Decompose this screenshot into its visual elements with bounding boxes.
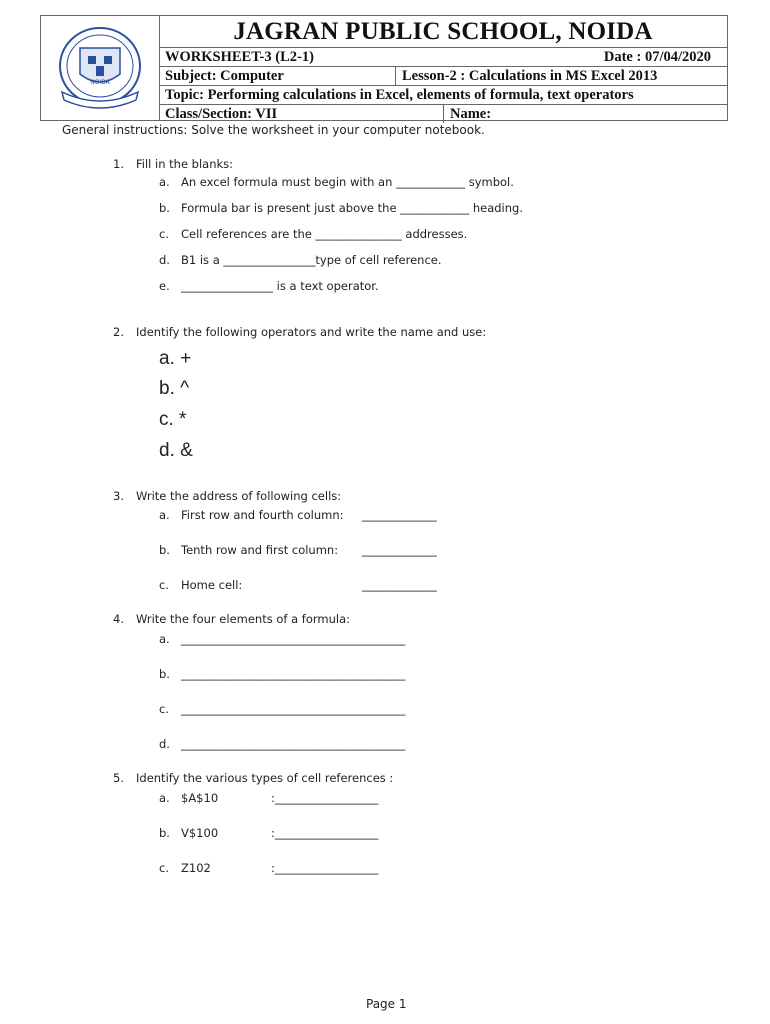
q5-item-text: V$100	[181, 826, 219, 840]
q2-operator-item: a. +	[159, 348, 192, 369]
q3-item-label: b.	[159, 543, 170, 557]
q3-number: 3.	[113, 489, 124, 503]
q4-item-blank: _______________________________________	[181, 667, 406, 681]
q4-number: 4.	[113, 612, 124, 626]
q3-item-text: Tenth row and first column:	[181, 543, 339, 557]
q3-item-text: First row and fourth column:	[181, 508, 344, 522]
worksheet-title: WORKSHEET-3 (L2-1)	[165, 49, 314, 65]
q5-item-blank: :__________________	[271, 861, 379, 875]
q1-item-text: B1 is a ________________type of cell reference.	[181, 253, 442, 267]
q4-item-label: d.	[159, 737, 170, 751]
q1-item-label: b.	[159, 201, 170, 215]
q5-item-label: a.	[159, 791, 170, 805]
q4-item-label: a.	[159, 632, 170, 646]
q2-operator-item: b. ^	[159, 378, 190, 399]
lesson: Lesson-2 : Calculations in MS Excel 2013	[402, 68, 658, 84]
q4-item-label: b.	[159, 667, 170, 681]
logo-caption: NOIDA	[90, 79, 110, 86]
q2-title: Identify the following operators and write the name and use:	[136, 325, 487, 339]
q5-title: Identify the various types of cell references :	[136, 771, 394, 785]
school-name: JAGRAN PUBLIC SCHOOL, NOIDA	[233, 18, 653, 45]
q5-item-blank: :__________________	[271, 826, 379, 840]
q1-item-text: ________________ is a text operator.	[181, 279, 379, 293]
q1-item-text: Cell references are the _______________ addresses.	[181, 227, 468, 241]
q4-item-blank: _______________________________________	[181, 702, 406, 716]
q3-item-blank: _____________	[362, 508, 437, 522]
q3-item-label: c.	[159, 578, 169, 592]
q2-number: 2.	[113, 325, 124, 339]
q4-item-blank: _______________________________________	[181, 737, 406, 751]
topic: Topic: Performing calculations in Excel, elements of formula, text operators	[165, 87, 634, 103]
q1-item-label: d.	[159, 253, 170, 267]
q1-item-label: e.	[159, 279, 170, 293]
q1-title: Fill in the blanks:	[136, 157, 234, 171]
q1-item-text: Formula bar is present just above the ____________ heading.	[181, 201, 523, 215]
q1-item-label: c.	[159, 227, 169, 241]
q5-item-label: b.	[159, 826, 170, 840]
q5-number: 5.	[113, 771, 124, 785]
q1-item-label: a.	[159, 175, 170, 189]
q5-item-label: c.	[159, 861, 169, 875]
page-number: Page 1	[366, 997, 407, 1011]
q3-title: Write the address of following cells:	[136, 489, 342, 503]
q3-item-blank: _____________	[362, 578, 437, 592]
general-instructions: General instructions: Solve the worksheet in your computer notebook.	[62, 123, 485, 137]
q3-item-label: a.	[159, 508, 170, 522]
q2-operator-item: c. *	[159, 409, 187, 430]
q5-item-blank: :__________________	[271, 791, 379, 805]
q3-item-blank: _____________	[362, 543, 437, 557]
worksheet-date: Date : 07/04/2020	[603, 49, 711, 65]
q3-item-text: Home cell:	[181, 578, 243, 592]
q1-item-text: An excel formula must begin with an ____________ symbol.	[181, 175, 514, 189]
q5-item-text: Z102	[181, 861, 211, 875]
q4-item-label: c.	[159, 702, 169, 716]
name-label: Name:	[450, 106, 492, 122]
subject: Subject: Computer	[165, 68, 284, 84]
q1-number: 1.	[113, 157, 124, 171]
class-section: Class/Section: VII	[165, 106, 278, 122]
q2-operator-item: d. &	[159, 440, 193, 461]
q4-item-blank: _______________________________________	[181, 632, 406, 646]
q5-item-text: $A$10	[181, 791, 219, 805]
q4-title: Write the four elements of a formula:	[136, 612, 351, 626]
